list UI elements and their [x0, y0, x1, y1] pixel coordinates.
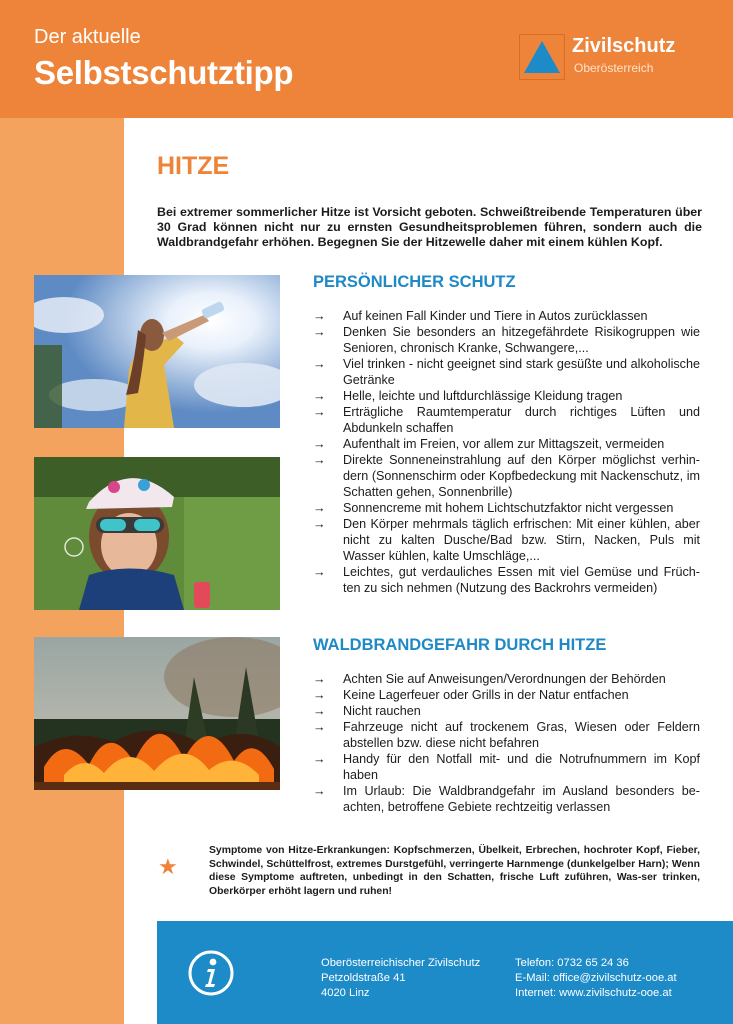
list-item: → Sonnencreme mit hohem Lichtschutzfaktor nicht vergessen — [313, 501, 674, 515]
page-title: HITZE — [157, 152, 230, 180]
arrow-right-icon: → — [313, 405, 326, 419]
arrow-right-icon: → — [313, 565, 326, 579]
arrow-right-icon: → — [313, 688, 326, 702]
arrow-right-icon: → — [313, 453, 326, 467]
list-item: → Direkte Sonneneinstrahlung auf den Körper möglichst verhin-dern (Sonnenschirm oder Kopfbedeckung mit Nackenschutz, im Schatten gehen, Sonnenbrille) — [313, 453, 700, 499]
arrow-right-icon: → — [313, 325, 326, 339]
arrow-right-icon: → — [313, 437, 326, 451]
address-line: 4020 Linz — [321, 987, 370, 999]
header-kicker: Der aktuelle — [34, 26, 141, 48]
list-item: → Den Körper mehrmals täglich erfrischen: Mit einer kühlen, aber nicht zu kalten Dusche/Bad bzw. Stirn, Nacken, Puls mit Wasser kühlen, kalte Umschläge,... — [313, 517, 700, 563]
forest-fire-list — [313, 671, 700, 815]
personal-protection-heading: PERSÖNLICHER SCHUTZ — [313, 273, 516, 291]
list-item: → Handy für den Notfall mit- und die Notrufnummern im Kopf haben — [313, 752, 700, 782]
woman-drinking-water-photo — [34, 275, 280, 428]
list-item: → Erträgliche Raumtemperatur durch richtiges Lüften und Abdunkeln schaffen — [313, 405, 700, 435]
brand-subtitle: Oberösterreich — [574, 61, 654, 75]
address-line: Petzoldstraße 41 — [321, 972, 406, 984]
page-header — [0, 0, 733, 118]
arrow-right-icon: → — [313, 501, 326, 515]
list-item: → Achten Sie auf Anweisungen/Verordnungen der Behörden — [313, 672, 666, 686]
arrow-right-icon: → — [313, 752, 326, 766]
arrow-right-icon: → — [313, 784, 326, 798]
header-title: Selbstschutztipp — [34, 54, 294, 91]
triangle-logo-icon — [519, 34, 565, 80]
forest-fire-heading: WALDBRANDGEFAHR DURCH HITZE — [313, 636, 607, 654]
arrow-right-icon: → — [313, 309, 326, 323]
forest-fire-photo — [34, 637, 280, 790]
list-item: → Aufenthalt im Freien, vor allem zur Mittagszeit, vermeiden — [313, 437, 665, 451]
list-item: → Helle, leichte und luftdurchlässige Kleidung tragen — [313, 389, 623, 403]
footer — [157, 921, 733, 1024]
arrow-right-icon: → — [313, 357, 326, 371]
list-item: → Im Urlaub: Die Waldbrandgefahr im Ausland besonders be-achten, betroffene Gebiete rechtzeitig verlassen — [313, 784, 700, 814]
arrow-right-icon: → — [313, 389, 326, 403]
girl-blowing-bubbles-photo — [34, 457, 280, 610]
footer-address — [321, 956, 480, 1001]
footer-contact — [515, 956, 677, 1001]
website-link[interactable]: Internet: www.zivilschutz-ooe.at — [515, 987, 672, 999]
symptoms-note: Symptome von Hitze-Erkrankungen: Kopfschmerzen, Übelkeit, Erbrechen, hochroter Kopf, Fieber, Schwindel, Schüttelfrost, extremes Durstgefühl, verringerte Harnmenge (dunkelgelber Harn); Wenn diese Symptome auftreten, unbedingt in den Schatten, frische Luft zuführen, Was-ser trinken, Oberkörper erhöht lagern und ruhen! — [209, 845, 700, 897]
list-item: → Keine Lagerfeuer oder Grills in der Natur entfachen — [313, 688, 629, 702]
arrow-right-icon: → — [313, 720, 326, 734]
list-item: → Leichtes, gut verdauliches Essen mit viel Gemüse und Früch-ten zu sich nehmen (Nutzung des Backrohrs vermeiden) — [313, 565, 700, 595]
arrow-right-icon: → — [313, 672, 326, 686]
list-item: → Auf keinen Fall Kinder und Tiere in Autos zurücklassen — [313, 309, 648, 323]
brand-name: Zivilschutz — [572, 35, 676, 57]
personal-protection-list — [313, 308, 700, 596]
email-link[interactable]: E-Mail: office@zivilschutz-ooe.at — [515, 972, 677, 984]
list-item: → Viel trinken - nicht geeignet sind stark gesüßte und alkoholische Getränke — [313, 357, 700, 387]
star-icon: ★ — [158, 854, 178, 879]
intro-paragraph: Bei extremer sommerlicher Hitze ist Vorsicht geboten. Schweißtreibende Temperaturen über 30 Grad können nicht nur zu ernsten Gesundheitsproblemen führen, sondern auch die Waldbrandgefahr erhöhen. Begegnen Sie der Hitzewelle daher mit einem kühlen Kopf. — [157, 205, 702, 249]
list-item: → Fahrzeuge nicht auf trockenem Gras, Wiesen oder Feldern abstellen bzw. diese nicht befahren — [313, 720, 700, 750]
list-item: → Denken Sie besonders an hitzegefährdete Risikogruppen wie Senioren, chronisch Kranke, Schwangere,... — [313, 325, 700, 355]
arrow-right-icon: → — [313, 517, 326, 531]
list-item: → Nicht rauchen — [313, 704, 421, 718]
address-line: Oberösterreichischer Zivilschutz — [321, 957, 481, 969]
arrow-right-icon: → — [313, 704, 326, 718]
phone-line: Telefon: 0732 65 24 36 — [515, 957, 629, 969]
info-icon — [187, 949, 235, 997]
